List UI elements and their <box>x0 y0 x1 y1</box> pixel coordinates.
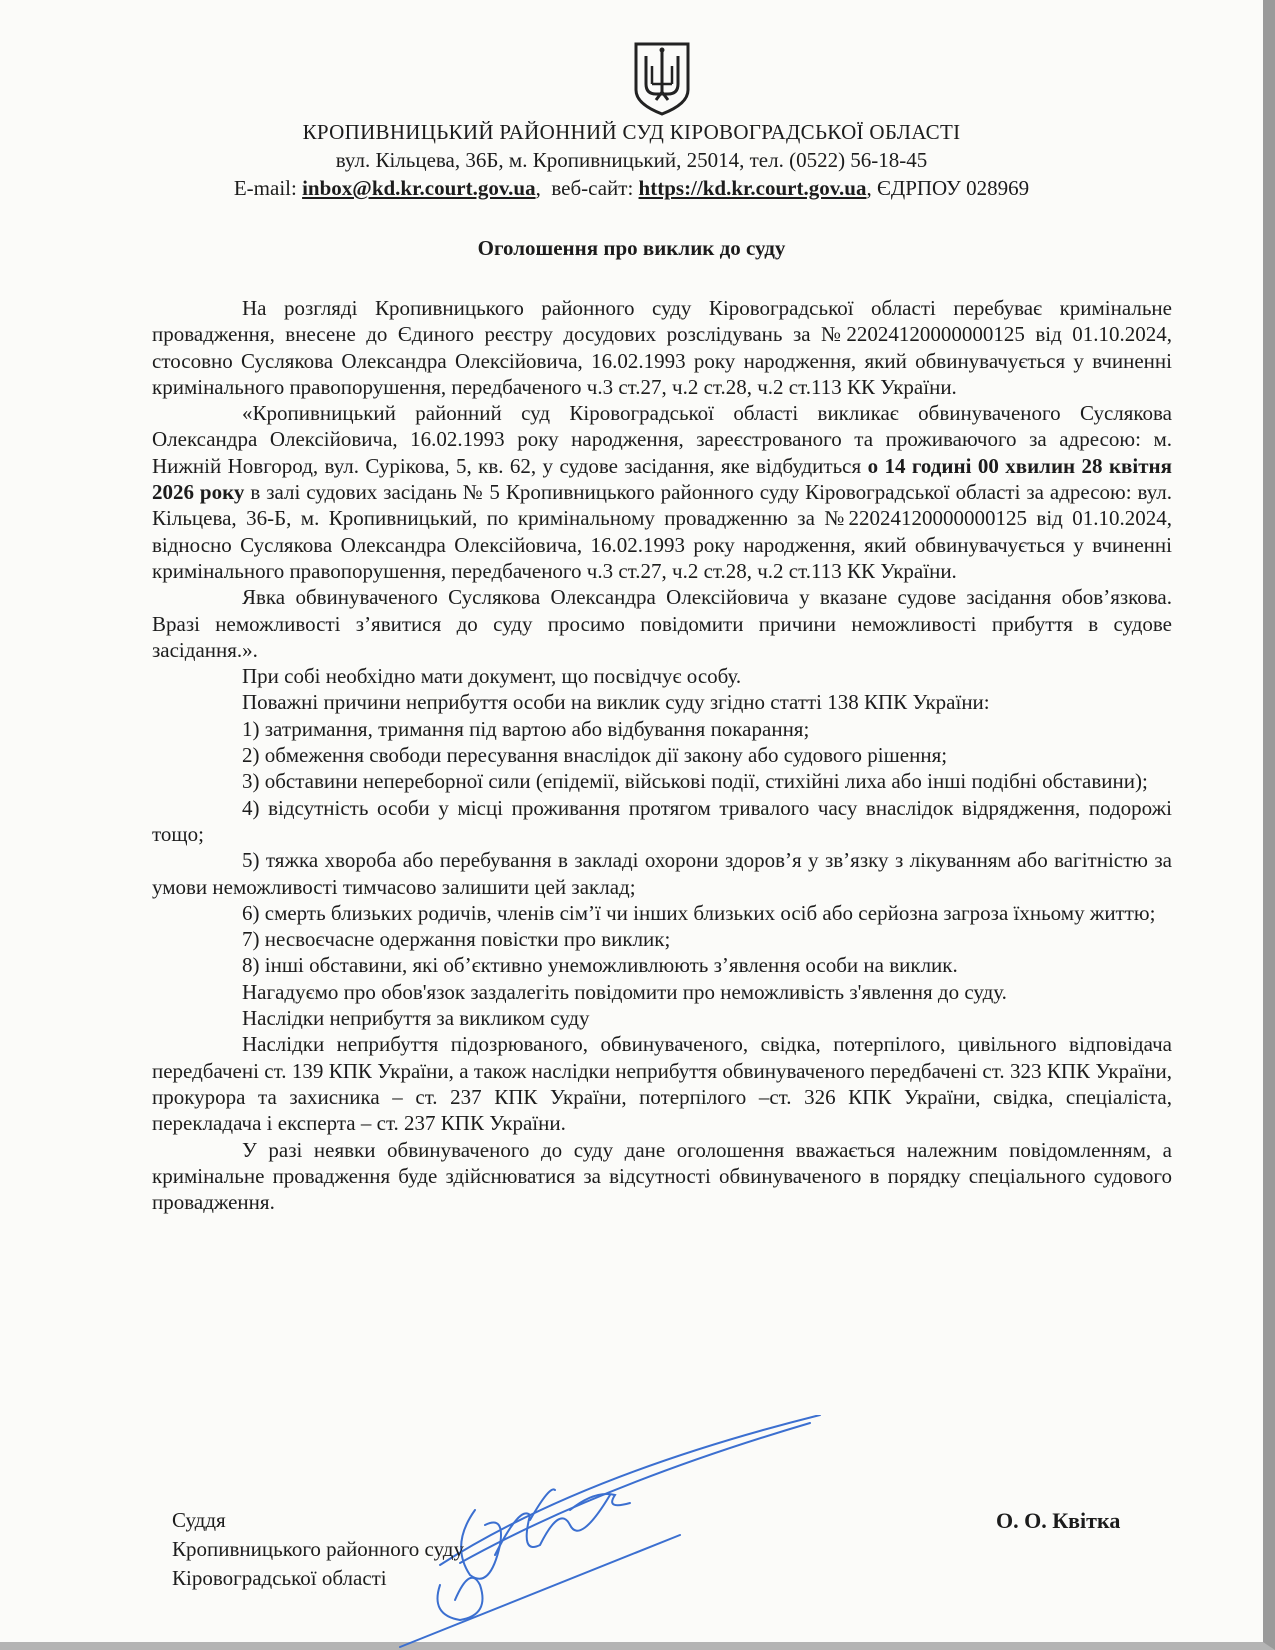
reason-item: 7) несвоєчасне одержання повістки про виклик; <box>242 927 671 952</box>
judge-signature-block <box>172 1506 464 1593</box>
document-title: Оголошення про виклик до суду <box>477 236 786 260</box>
court-address: вул. Кільцева, 36Б, м. Кропивницький, 25014, тел. (0522) 56-18-45 <box>335 148 928 172</box>
reason-item: 1) затримання, тримання під вартою або відбування покарання; <box>242 716 810 741</box>
website-label: веб-сайт: <box>551 176 634 200</box>
court-name: КРОПИВНИЦЬКИЙ РАЙОННИЙ СУД КІРОВОГРАДСЬКОЇ ОБЛАСТІ <box>302 120 961 144</box>
reason-item: 5) тяжка хвороба або перебування в закладі охорони здоров’я у зв’язку з лікуванням або вагітністю за умови неможливості тимчасово залишити цей заклад; <box>152 848 1172 899</box>
court-header <box>0 118 1263 202</box>
reason-item: 4) відсутність особи у місці проживання протягом тривалого часу внаслідок відрядження, подорожі тощо; <box>152 795 1172 846</box>
paragraph-consequences-heading: Наслідки неприбуття за викликом суду <box>242 1006 590 1031</box>
paragraph-special-proceedings: У разі неявки обвинуваченого до суду дане оголошення вважається належним повідомленням, а кримінальне провадження буде здійснюватися за відсутності обвинуваченого в порядку спеціального судового провадження. <box>152 1137 1172 1215</box>
edrpou-code: ЄДРПОУ 028969 <box>877 176 1030 200</box>
reason-item: 6) смерть близьких родичів, членів сім’ї чи інших близьких осіб або серйозна загроза їхньому життю; <box>242 900 1156 925</box>
paragraph-id-document: При собі необхідно мати документ, що посвідчує особу. <box>242 664 742 689</box>
document-body <box>152 295 1172 1215</box>
judge-name: О. О. Квітка <box>996 1508 1121 1533</box>
reason-item: 3) обставини непереборної сили (епідемії, військові події, стихійні лиха або інші подібні обставини); <box>242 769 1148 794</box>
paragraph-reminder: Нагадуємо про обов'язок заздалегіть повідомити про неможливість з'явлення до суду. <box>242 979 1007 1004</box>
email-label: E-mail: <box>233 176 297 200</box>
summons-text-start: «Кропивницький районний суд Кіровоградської області викликає обвинуваченого Суслякова Олександра Олексійовича, 16.02.1993 року народження, зареєстрованого та проживаючого за адресою: м. Нижній Новгород, вул. Сурікова, 5, кв. 62, у судове засідання, яке відбудиться <box>152 401 1172 478</box>
paragraph-attendance: Явка обвинуваченого Суслякова Олександра Олексійовича у вказане судове засідання обов’язкова. Вразі неможливості з’явитися до суду просимо повідомити причини неможливості прибуття в судове засідання.». <box>152 585 1172 662</box>
court-contacts: E-mail: inbox@kd.kr.court.gov.ua, веб-сайт: https://kd.kr.court.gov.ua, ЄДРПОУ 028969 <box>233 176 1030 200</box>
paragraph-consequences: Наслідки неприбуття підозрюваного, обвинуваченого, свідка, потерпілого, цивільного відповідача передбачені ст. 139 КПК України, а також наслідки неприбуття обвинуваченого передбачені ст. 323 КПК України, прокурора та захисника – ст. 237 КПК України, потерпілого –ст. 326 КПК України, свідка, спеціаліста, перекладача і експерта – ст. 237 КПК України. <box>152 1032 1172 1136</box>
hearing-datetime: о 14 годині 00 хвилин 28 квітня 2026 року <box>152 453 1172 505</box>
paragraph-valid-reasons: Поважні причини неприбуття особи на виклик суду згідно статті 138 КПК України: <box>242 690 990 715</box>
judge-region: Кіровоградської області <box>172 1566 387 1590</box>
summons-text-end: в залі судових засідань № 5 Кропивницького районного суду Кіровоградської області за адресою: вул. Кільцева, 36-Б, м. Кропивницький, по кримінальному провадженню за №22024120000000125 від 01.10.2024, відносно Суслякова Олександра Олексійовича, 16.02.1993 року народження, який обвинувачується у вчиненні кримінального правопорушення, передбаченого ч.3 ст.27, ч.2 ст.28, ч.2 ст.113 КК України. <box>152 480 1173 583</box>
trident-coat-of-arms-icon <box>632 40 692 118</box>
paragraph-case-info: На розгляді Кропивницького районного суду Кіровоградської області перебуває кримінальне провадження, внесене до Єдиного реєстру досудових розслідувань за №22024120000000125 від 01.10.2024, стосовно Суслякова Олександра Олексійовича, 16.02.1993 року народження, який обвинувачується у вчиненні кримінального правопорушення, передбаченого ч.3 ст.27, ч.2 ст.28, ч.2 ст.113 КК України. <box>152 296 1172 399</box>
judge-court: Кропивницького районного суду <box>172 1537 464 1561</box>
paragraph-summons <box>152 400 1172 584</box>
reason-item: 2) обмеження свободи пересування внаслідок дії закону або судового рішення; <box>242 743 948 768</box>
website-link[interactable]: https://kd.kr.court.gov.ua <box>638 176 867 200</box>
email-link[interactable]: inbox@kd.kr.court.gov.ua <box>302 176 536 200</box>
reason-item: 8) інші обставини, які об’єктивно унеможливлюють з’явлення особи на виклик. <box>242 953 958 978</box>
judge-title: Суддя <box>172 1508 226 1532</box>
